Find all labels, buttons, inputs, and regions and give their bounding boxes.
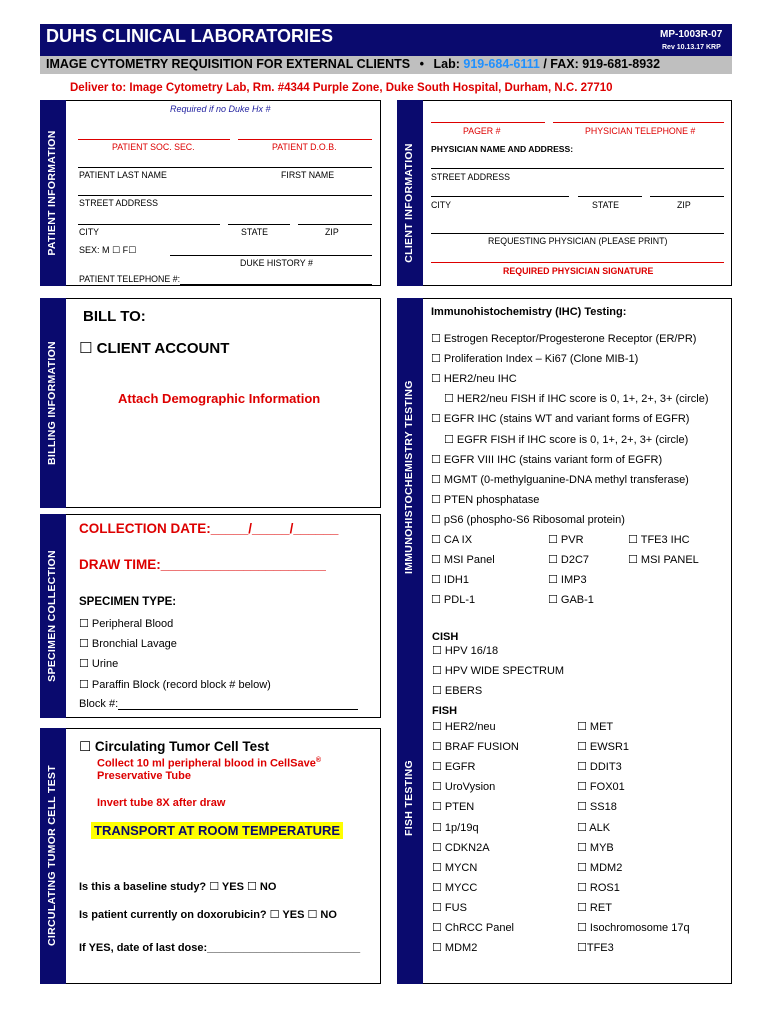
fish-right-checkbox-1[interactable]: ☐ EWSR1 [577,741,630,754]
ctc-tube-note: Preservative Tube [97,770,191,782]
fish-section-label: FISH TESTING [403,760,415,836]
duke-history-label: DUKE HISTORY # [240,258,313,268]
specimen-bronchial-lavage[interactable]: ☐ Bronchial Lavage [79,638,177,650]
fish-left-checkbox-0[interactable]: ☐ HER2/neu [432,721,496,733]
physician-phone-label: PHYSICIAN TELEPHONE # [585,126,696,136]
fish-right-checkbox-10[interactable]: ☐ Isochromosome 17q [577,922,690,934]
patient-street-label: STREET ADDRESS [79,198,159,208]
cish-title: CISH [432,631,459,643]
ihc-checkbox-5[interactable]: ☐ EGFR FISH if IHC score is 0, 1+, 2+, 3+ (circle) [444,433,689,446]
ctc-test-checkbox[interactable]: ☐ Circulating Tumor Cell Test [79,739,270,754]
ihc-grid-checkbox-0-0[interactable]: ☐ CA IX [431,534,473,546]
fish-left-checkbox-10[interactable]: ☐ ChRCC Panel [432,922,515,934]
specimen-urine[interactable]: ☐ Urine [79,658,119,670]
fish-right-checkbox-7[interactable]: ☐ MDM2 [577,861,623,874]
fish-left-checkbox-8[interactable]: ☐ MYCC [432,881,478,894]
specimen-peripheral-blood[interactable]: ☐ Peripheral Blood [79,618,174,630]
fish-left-checkbox-9[interactable]: ☐ FUS [432,901,467,914]
ihc-checkbox-9[interactable]: ☐ pS6 (phospho-S6 Ribosomal protein) [431,513,625,526]
client-account-checkbox[interactable]: ☐ CLIENT ACCOUNT [79,340,230,357]
ihc-grid-checkbox-3-0[interactable]: ☐ PDL-1 [431,594,476,606]
ihc-checkbox-0[interactable]: ☐ Estrogen Receptor/Progesterone Receptor (ER/PR) [431,333,697,345]
lab-label: Lab: [433,57,460,71]
specimen-section-label: SPECIMEN COLLECTION [46,550,58,682]
ihc-checkbox-2[interactable]: ☐ HER2/neu IHC [431,373,517,386]
last-dose-field[interactable]: If YES, date of last dose:_________________________ [79,942,361,954]
fish-left-checkbox-7[interactable]: ☐ MYCN [432,861,478,874]
registered-mark: ® [315,757,322,764]
ihc-grid-checkbox-0-2[interactable]: ☐ TFE3 IHC [628,534,690,546]
fish-title: FISH [432,705,458,717]
fish-left-checkbox-1[interactable]: ☐ BRAF FUSION [432,741,519,754]
ihc-grid-checkbox-2-1[interactable]: ☐ IMP3 [548,574,587,586]
ihc-section-label: IMMUNOHISTOCHEMISTRY TESTING [403,380,415,574]
fish-right-checkbox-2[interactable]: ☐ DDIT3 [577,761,622,774]
ctc-invert-note: Invert tube 8X after draw [97,797,226,809]
ihc-grid-checkbox-1-0[interactable]: ☐ MSI Panel [431,554,495,566]
cish-checkbox-2[interactable]: ☐ EBERS [432,685,483,697]
fish-left-checkbox-11[interactable]: ☐ MDM2 [432,942,478,955]
fish-left-checkbox-2[interactable]: ☐ EGFR [432,761,476,774]
subtitle-text: IMAGE CYTOMETRY REQUISITION FOR EXTERNAL CLIENTS [46,57,411,71]
specimen-paraffin-block[interactable]: ☐ Paraffin Block (record block # below) [79,679,271,691]
cish-checkbox-0[interactable]: ☐ HPV 16/18 [432,645,499,657]
ihc-grid-checkbox-3-1[interactable]: ☐ GAB-1 [548,594,594,606]
collection-date-field[interactable]: COLLECTION DATE:_____/_____/______ [79,521,339,536]
physician-name-label: PHYSICIAN NAME AND ADDRESS: [431,144,574,154]
client-section-label: CLIENT INFORMATION [403,143,415,263]
fish-right-checkbox-11[interactable]: ☐TFE3 [577,942,614,955]
fish-left-checkbox-6[interactable]: ☐ CDKN2A [432,841,490,854]
form-title: DUHS CLINICAL LABORATORIES [46,26,334,46]
client-street-label: STREET ADDRESS [431,172,511,182]
specimen-type-label: SPECIMEN TYPE: [79,596,177,608]
subtitle [46,57,660,71]
patient-state-label: STATE [241,227,269,237]
ctc-collect-text: Collect 10 ml peripheral blood in CellSave [97,757,316,770]
fish-left-checkbox-3[interactable]: ☐ UroVysion [432,781,496,794]
deliver-to: Deliver to: Image Cytometry Lab, Rm. #4344 Purple Zone, Duke South Hospital, Durham, N.C. 27710 [70,82,613,94]
ihc-checkbox-7[interactable]: ☐ MGMT (0-methylguanine-DNA methyl transferase) [431,473,689,486]
client-state-label: STATE [592,200,620,210]
billing-section-label: BILLING INFORMATION [46,341,58,465]
fish-right-checkbox-8[interactable]: ☐ ROS1 [577,881,620,894]
ctc-collect-note [97,757,321,770]
patient-last-name-label: PATIENT LAST NAME [79,170,167,180]
transport-note: TRANSPORT AT ROOM TEMPERATURE [91,822,343,839]
required-note: Required if no Duke Hx # [170,104,271,114]
patient-box [66,100,381,286]
bill-to-label: BILL TO: [83,308,146,325]
patient-first-name-label: FIRST NAME [281,170,335,180]
patient-dob-label: PATIENT D.O.B. [272,142,337,152]
bullet: • [419,57,425,71]
fish-right-checkbox-3[interactable]: ☐ FOX01 [577,781,625,794]
fish-right-checkbox-9[interactable]: ☐ RET [577,901,612,914]
physician-signature-label: REQUIRED PHYSICIAN SIGNATURE [503,266,654,276]
block-number-label: Block #: [79,698,119,710]
draw-time-field[interactable]: DRAW TIME:______________________ [79,557,326,572]
doxorubicin-question[interactable]: Is patient currently on doxorubicin? ☐ YES ☐ NO [79,909,337,921]
lab-phone: 919-684-6111 [463,57,540,71]
attach-demographic-note: Attach Demographic Information [118,391,321,406]
ihc-grid-checkbox-1-1[interactable]: ☐ D2C7 [548,554,590,566]
fish-right-checkbox-6[interactable]: ☐ MYB [577,841,614,854]
ihc-checkbox-3[interactable]: ☐ HER2/neu FISH if IHC score is 0, 1+, 2+, 3+ (circle) [444,393,709,406]
fish-left-checkbox-5[interactable]: ☐ 1p/19q [432,821,479,834]
fax-label: / FAX: 919-681-8932 [543,57,661,71]
ihc-checkbox-8[interactable]: ☐ PTEN phosphatase [431,493,540,506]
form-revision: Rev 10.13.17 KRP [662,44,721,51]
fish-right-checkbox-4[interactable]: ☐ SS18 [577,801,617,814]
ihc-checkbox-1[interactable]: ☐ Proliferation Index – Ki67 (Clone MIB-1) [431,353,639,366]
patient-telephone-label: PATIENT TELEPHONE #: [79,274,181,284]
form-number: MP-1003R-07 [660,29,723,40]
patient-soc-sec-label: PATIENT SOC. SEC. [112,142,195,152]
fish-right-checkbox-5[interactable]: ☐ ALK [577,821,611,834]
ihc-grid-checkbox-0-1[interactable]: ☐ PVR [548,534,584,546]
patient-sex-field[interactable]: SEX: M ☐ F☐ [79,245,137,255]
fish-left-checkbox-4[interactable]: ☐ PTEN [432,801,475,814]
patient-zip-label: ZIP [325,227,339,237]
client-city-label: CITY [431,200,452,210]
baseline-question[interactable]: Is this a baseline study? ☐ YES ☐ NO [79,881,277,893]
ihc-title: Immunohistochemistry (IHC) Testing: [431,306,627,318]
pager-label: PAGER # [463,126,501,136]
patient-section-label: PATIENT INFORMATION [46,130,58,256]
fish-right-checkbox-0[interactable]: ☐ MET [577,721,614,733]
requesting-physician-label: REQUESTING PHYSICIAN (PLEASE PRINT) [488,236,668,246]
ihc-grid-checkbox-2-0[interactable]: ☐ IDH1 [431,574,469,586]
cish-checkbox-1[interactable]: ☐ HPV WIDE SPECTRUM [432,665,565,677]
ihc-grid-checkbox-1-2[interactable]: ☐ MSI PANEL [628,554,699,566]
ihc-checkbox-6[interactable]: ☐ EGFR VIII IHC (stains variant form of EGFR) [431,453,663,466]
patient-city-label: CITY [79,227,100,237]
ihc-checkbox-4[interactable]: ☐ EGFR IHC (stains WT and variant forms of EGFR) [431,413,690,426]
ctc-section-label: CIRCULATING TUMOR CELL TEST [46,765,58,946]
client-zip-label: ZIP [677,200,691,210]
